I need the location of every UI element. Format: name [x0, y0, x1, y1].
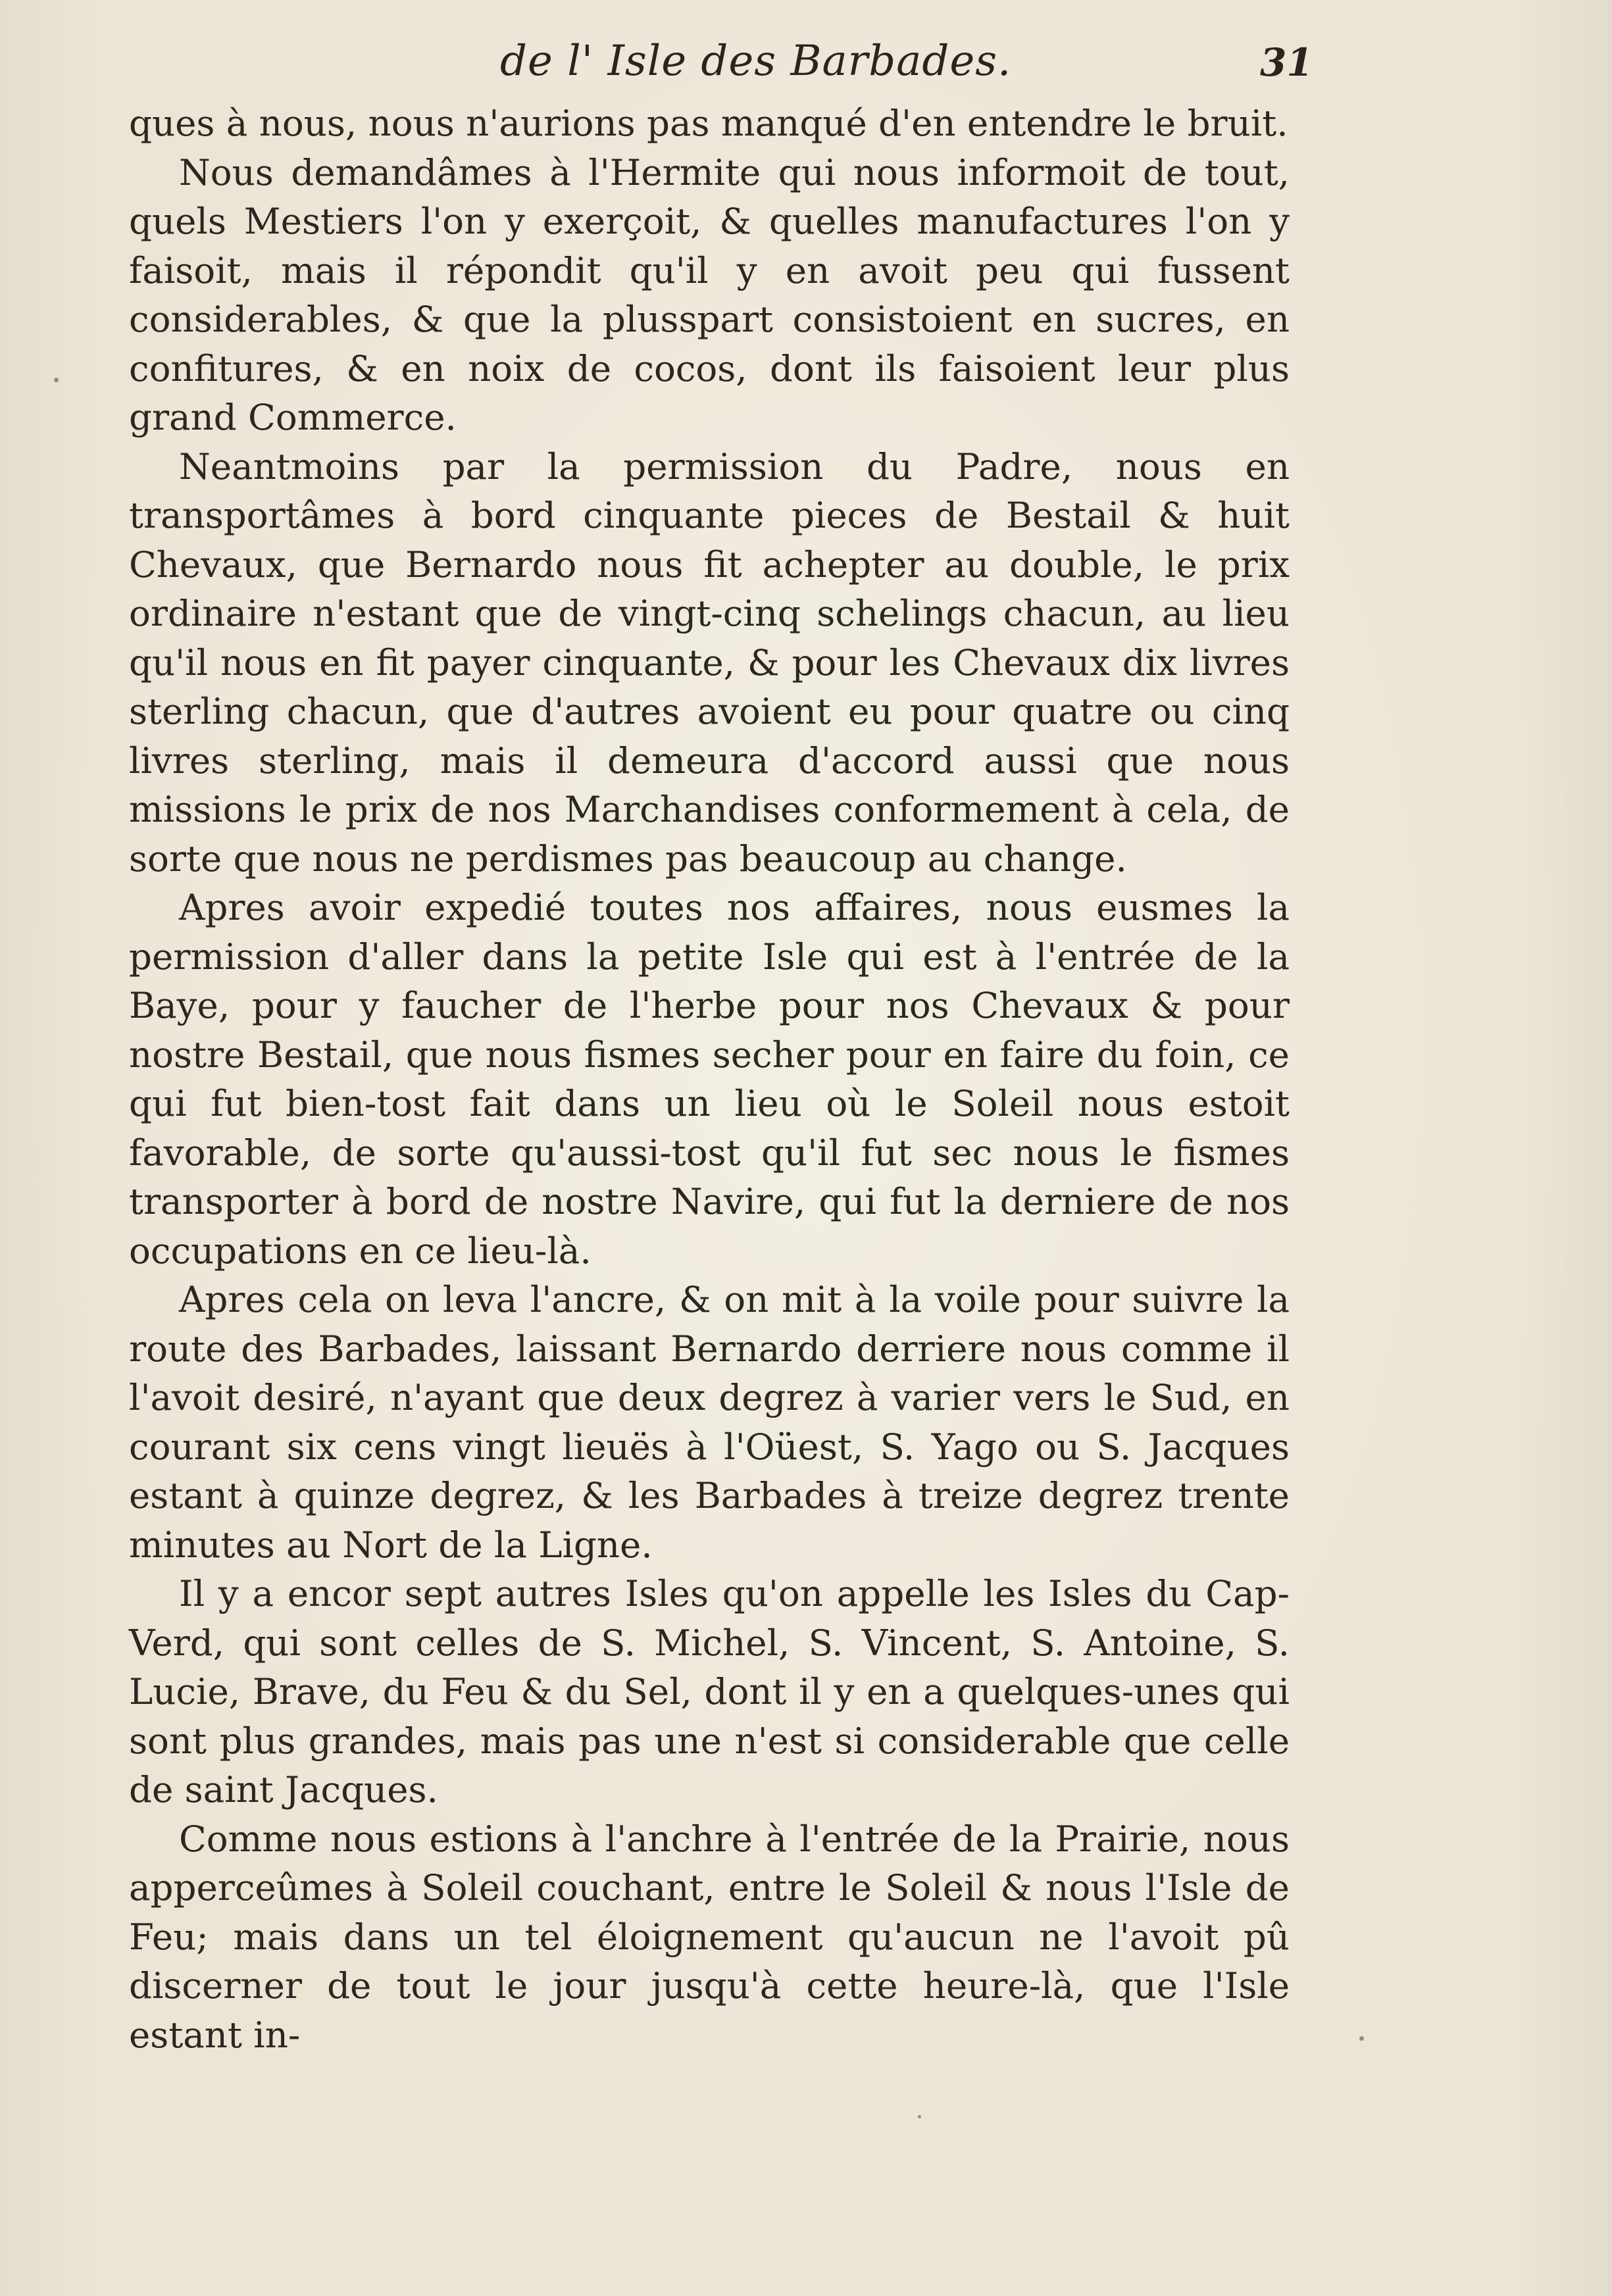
paragraph-continued: ques à nous, nous n'aurions pas manqué d'en entendre le bruit. — [129, 102, 1288, 144]
page-number: 31 — [1260, 40, 1313, 85]
running-head — [0, 32, 1612, 91]
ink-speck — [918, 2115, 921, 2118]
paragraph: Neantmoins par la permission du Padre, nous en transportâmes à bord cinquante pieces de Bestail & huit Chevaux, que Bernardo nous fit achepter au double, le prix ordinaire n'estant que de vingt-cinq schelings chacun, au lieu qu'il nous en fit payer cinquante, & pour les Chevaux dix livres sterling chacun, que d'autres avoient eu pour quatre ou cinq livres sterling, mais il demeura d'accord aussi que nous missions le prix de nos Marchandises conformement à cela, de sorte que nous ne perdismes pas beaucoup au change. — [129, 445, 1290, 880]
ink-speck — [54, 378, 59, 382]
running-title: de l' Isle des Barbades. — [500, 37, 1012, 86]
paragraph: Apres cela on leva l'ancre, & on mit à la voile pour suivre la route des Barbades, laissant Bernardo derriere nous comme il l'avoit desiré, n'ayant que deux degrez à varier vers le Sud, en courant six cens vingt lieuës à l'Oüest, S. Yago ou S. Jacques estant à quinze degrez, & les Barbades à treize degrez trente minutes au Nort de la Ligne. — [129, 1278, 1290, 1566]
paragraph: Il y a encor sept autres Isles qu'on appelle les Isles du Cap-Verd, qui sont celles de S. Michel, S. Vincent, S. Antoine, S. Lucie, Brave, du Feu & du Sel, dont il y en a quelques-unes qui sont plus grandes, mais pas une n'est si considerable que celle de saint Jacques. — [129, 1572, 1290, 1810]
paragraph: Nous demandâmes à l'Hermite qui nous informoit de tout, quels Mestiers l'on y exerçoit, & quelles manufactures l'on y faisoit, mais il répondit qu'il y en avoit peu qui fussent considerables, & que la plusspart consistoient en sucres, en confitures, & en noix de cocos, dont ils faisoient leur plus grand Commerce. — [129, 151, 1290, 438]
body-text — [129, 99, 1290, 2059]
ink-speck — [1359, 2036, 1364, 2041]
paragraph: Apres avoir expedié toutes nos affaires, nous eusmes la permission d'aller dans la petite Isle qui est à l'entrée de la Baye, pour y faucher de l'herbe pour nos Chevaux & pour nostre Bestail, que nous fismes secher pour en faire du foin, ce qui fut bien-tost fait dans un lieu où le Soleil nous estoit favorable, de sorte qu'aussi-tost qu'il fut sec nous le fismes transporter à bord de nostre Navire, qui fut la derniere de nos occupations en ce lieu-là. — [129, 886, 1290, 1272]
paragraph: Comme nous estions à l'anchre à l'entrée de la Prairie, nous apperceûmes à Soleil couchant, entre le Soleil & nous l'Isle de Feu; mais dans un tel éloignement qu'aucun ne l'avoit pû discerner de tout le jour jusqu'à cette heure-là, que l'Isle estant in- — [129, 1817, 1290, 2056]
